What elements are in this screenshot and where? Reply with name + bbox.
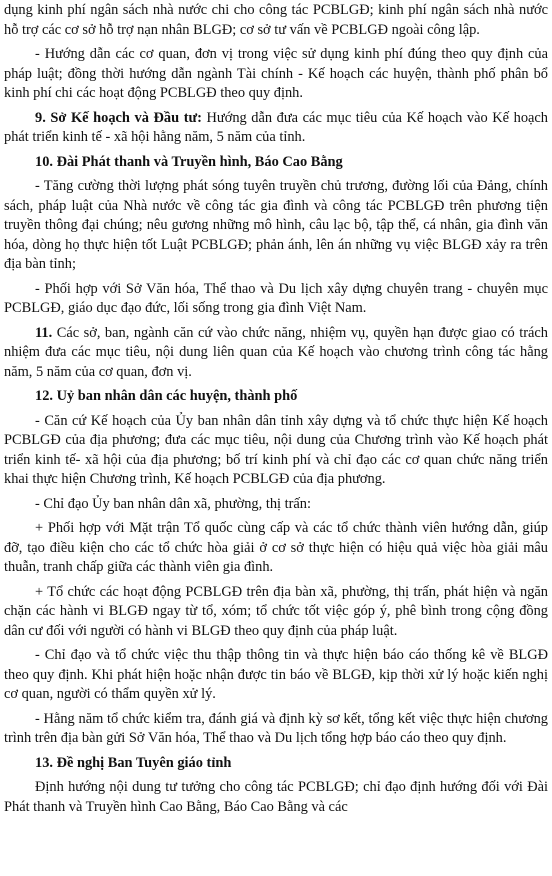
section-12-paragraph-4: + Tổ chức các hoạt động PCBLGĐ trên địa bàn xã, phường, thị trấn, phát hiện và ngăn chặn các hành vi BLGĐ ngay từ tổ, xóm; tổ chức tốt việc góp ý, phê bình trong cộng đồng dân cư đối với người có hành vi BLGĐ theo quy định của pháp luật.	[4, 583, 548, 639]
section-13-heading: 13. Đề nghị Ban Tuyên giáo tỉnh	[35, 754, 232, 771]
section-12-heading: 12. Uỷ ban nhân dân các huyện, thành phố	[35, 388, 298, 404]
section-12-paragraph-6: - Hằng năm tổ chức kiểm tra, đánh giá và định kỳ sơ kết, tổng kết việc thực hiện chương trình trên địa bàn gửi Sở Văn hóa, Thể thao và Du lịch tổng hợp báo cáo theo quy định.	[4, 710, 548, 746]
section-10-heading: 10. Đài Phát thanh và Truyền hình, Báo Cao Bằng	[35, 153, 343, 170]
section-12-paragraph-1: - Căn cứ Kế hoạch của Ủy ban nhân dân tỉnh xây dựng và tổ chức thực hiện Kế hoạch PCBLGĐ của địa phương; đưa các mục tiêu, nội dung của Chương trình vào Kế hoạch phát triển kinh tế- xã hội của địa phương; bố trí kinh phí và chỉ đạo các cơ quan chức năng triển khai thực hiện Chương trình, Kế hoạch PCBLGĐ của địa phương.	[4, 412, 548, 487]
section-9-text: Hướng dẫn đưa các mục tiêu của Kế hoạch vào Kế hoạch phát triển kinh tế - xã hội hằng năm, 5 năm của tỉnh.	[4, 109, 548, 145]
section-11-text: Các sở, ban, ngành căn cứ vào chức năng, nhiệm vụ, quyền hạn được giao có trách nhiệm đưa các mục tiêu, nội dung liên quan của Kế hoạch vào chương trình công tác hằng năm, 5 năm của cơ quan, đơn vị.	[4, 324, 548, 380]
section-10-paragraph-2: - Phối hợp với Sở Văn hóa, Thể thao và Du lịch xây dựng chuyên trang - chuyên mục PCBLGĐ, giáo dục đạo đức, lối sống trong gia đình Việt Nam.	[4, 280, 548, 316]
section-9-heading: 9. Sở Kế hoạch và Đầu tư:	[35, 109, 202, 126]
section-11	[4, 324, 548, 383]
section-13-paragraph-1: Định hướng nội dung tư tưởng cho công tác PCBLGĐ; chỉ đạo định hướng đối với Đài Phát thanh và Truyền hình Cao Bằng, Báo Cao Bằng và các	[4, 779, 548, 815]
section-12-paragraph-3: + Phối hợp với Mặt trận Tổ quốc cùng cấp và các tổ chức thành viên hướng dẫn, giúp đỡ, tạo điều kiện cho các tổ chức hòa giải ở cơ sở thực hiện có hiệu quả việc hòa giải mâu thuẫn, tranh chấp giữa các thành viên gia đình.	[4, 520, 548, 575]
paragraph-finance-guidance: - Hướng dẫn các cơ quan, đơn vị trong việc sử dụng kinh phí đúng theo quy định của pháp luật; đồng thời hướng dẫn ngành Tài chính - Kế hoạch các huyện, thành phố phân bổ kinh phí chi các hoạt động PCBLGĐ theo quy định.	[4, 46, 548, 101]
section-9	[4, 109, 548, 148]
paragraph-intro: dụng kinh phí ngân sách nhà nước chi cho công tác PCBLGĐ; kinh phí ngân sách nhà nước hỗ trợ các cơ sở hỗ trợ nạn nhân BLGĐ; cơ sở tư vấn về PCBLGĐ ngoài công lập.	[4, 2, 548, 38]
section-12-paragraph-2: - Chỉ đạo Ủy ban nhân dân xã, phường, thị trấn:	[35, 495, 311, 512]
section-12-paragraph-5: - Chỉ đạo và tổ chức việc thu thập thông tin và thực hiện báo cáo thống kê về BLGĐ theo quy định. Khi phát hiện hoặc nhận được tin báo về BLGĐ, kịp thời xử lý hoặc kiến nghị cơ quan, người có thẩm quyền xử lý.	[4, 647, 548, 702]
section-10-paragraph-1: - Tăng cường thời lượng phát sóng tuyên truyền chủ trương, đường lối của Đảng, chính sách, pháp luật của Nhà nước về công tác gia đình và công tác PCBLGĐ trên phương tiện truyền thông đại chúng; nêu gương những mô hình, câu lạc bộ, tập thể, cá nhân, gia đình văn hóa, dòng họ thực hiện tốt Luật PCBLGĐ; phản ánh, lên án những vụ việc BLGĐ xảy ra trên địa bàn tỉnh;	[4, 178, 548, 272]
section-11-heading: 11.	[35, 324, 53, 341]
